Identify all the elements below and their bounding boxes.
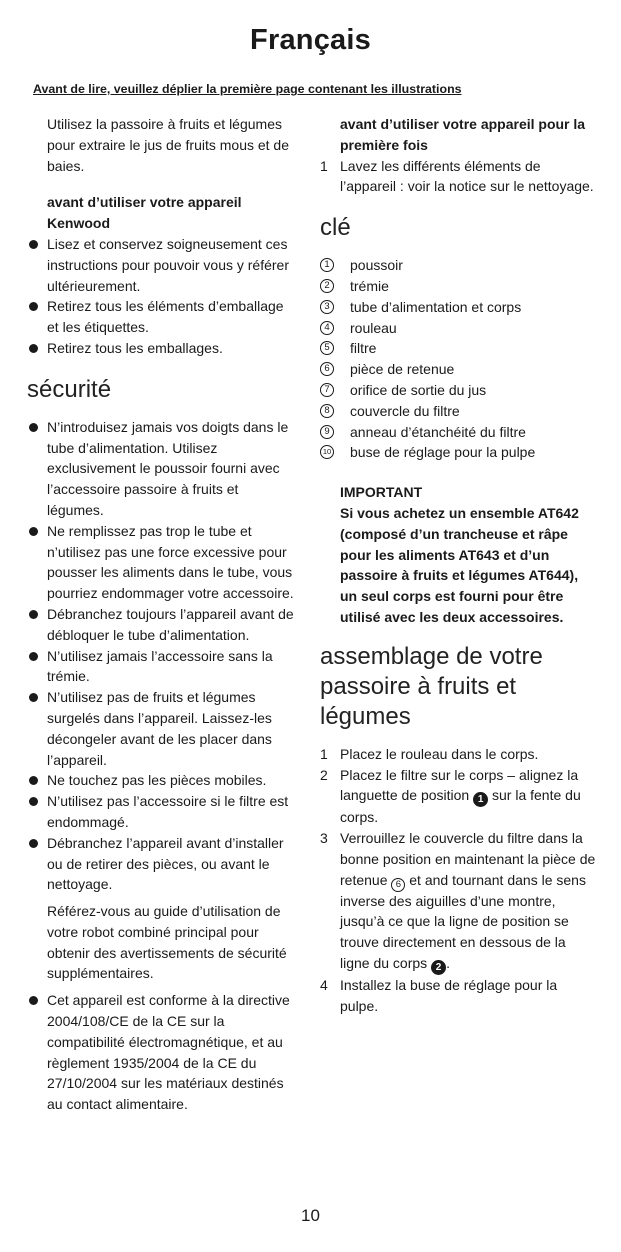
key-item	[320, 338, 596, 359]
step-text-end: .	[446, 954, 450, 971]
step-text: Installez la buse de réglage pour la pulpe.	[340, 976, 558, 1014]
step-text: Placez le filtre sur le corps – alignez la languette de position	[340, 766, 579, 804]
conformity-list	[27, 990, 299, 1115]
key-label: filtre	[350, 340, 377, 357]
key-label: pièce de retenue	[350, 361, 455, 378]
important-text: Si vous achetez un ensemble AT642 (composé d’un trancheuse et râpe pour les aliments AT643 et d’un passoire à fruits et légumes AT644), un seul corps est fourni pour être utilisé avec les deux accessoires.	[340, 504, 579, 625]
step-number: 3	[320, 830, 328, 847]
step-text: et and tournant dans le sens inverse des aiguilles d’une montre, jusqu’à ce que la ligne de position se trouve directement en dessous de la ligne du corps	[340, 871, 586, 971]
number-badge: 8	[320, 404, 334, 418]
assembly-steps	[320, 744, 596, 1017]
list-item: Retirez tous les emballages.	[27, 338, 299, 359]
number-badge: 1	[320, 258, 334, 272]
key-item	[320, 401, 596, 422]
first-use-heading: avant d’utiliser votre appareil pour la première fois	[340, 116, 586, 153]
important-title: IMPORTANT	[340, 484, 423, 501]
safety-list	[27, 417, 299, 895]
page-title: Français	[250, 24, 371, 56]
safety-heading: sécurité	[27, 375, 112, 403]
key-label: anneau d’étanchéité du filtre	[350, 423, 526, 440]
list-item: N’utilisez jamais l’accessoire sans la trémie.	[27, 646, 299, 688]
number-badge: 3	[320, 300, 334, 314]
figure-2-badge: 2	[431, 960, 446, 975]
key-label: tube d’alimentation et corps	[350, 298, 522, 315]
before-use-heading: avant d’utiliser votre appareil Kenwood	[47, 194, 242, 232]
list-item: Lisez et conservez soigneusement ces instructions pour pouvoir vous y référer ultérieurement.	[27, 234, 299, 296]
step-text: sur la fente du corps.	[340, 787, 581, 826]
first-use-list	[320, 156, 596, 198]
key-item	[320, 297, 596, 318]
step-number: 4	[320, 976, 328, 993]
key-label: poussoir	[350, 257, 403, 274]
step-number: 1	[320, 157, 328, 174]
number-badge: 5	[320, 341, 334, 355]
number-badge: 2	[320, 279, 334, 293]
key-item	[320, 318, 596, 339]
step-text: Placez le rouleau dans le corps.	[340, 745, 539, 762]
key-label: rouleau	[350, 319, 397, 336]
key-item	[320, 359, 596, 380]
key-label: orifice de sortie du jus	[350, 381, 487, 398]
number-badge: 6	[320, 362, 334, 376]
safety-note: Référez-vous au guide d’utilisation de votre robot combiné principal pour obtenir des avertissements de sécurité supplémentaires.	[47, 903, 287, 982]
parts-key-list	[320, 255, 596, 463]
key-item	[320, 422, 596, 443]
key-item	[320, 276, 596, 297]
key-item	[320, 442, 596, 463]
list-item	[320, 156, 596, 198]
important-notice	[320, 482, 596, 628]
unfold-instruction: Avant de lire, veuillez déplier la première page contenant les illustrations	[33, 82, 462, 96]
key-item	[320, 255, 596, 276]
key-label: couvercle du filtre	[350, 402, 460, 419]
list-item: Ne touchez pas les pièces mobiles.	[27, 770, 299, 791]
intro-paragraph: Utilisez la passoire à fruits et légumes pour extraire le jus de fruits mous et de baies.	[47, 116, 290, 174]
list-item: N’utilisez pas de fruits et légumes surgelés dans l’appareil. Laissez-les décongeler avant de les placer dans l’appareil.	[27, 687, 299, 770]
key-label: trémie	[350, 277, 389, 294]
page-number: 10	[301, 1206, 320, 1225]
list-item: Cet appareil est conforme à la directive 2004/108/CE de la CE sur la compatibilité électromagnétique, et au règlement 1935/2004 de la CE du 27/10/2004 sur les matériaux destinés au contact alimentaire.	[27, 990, 299, 1115]
step-text: Verrouillez le couvercle du filtre dans la bonne position en maintenant la pièce de retenue	[340, 830, 596, 888]
figure-1-badge: 1	[473, 792, 488, 807]
list-item: N’introduisez jamais vos doigts dans le tube d’alimentation. Utilisez exclusivement le poussoir fourni avec l’accessoire passoire à fruits et légumes.	[27, 417, 299, 521]
key-heading: clé	[320, 214, 351, 242]
list-item: Débranchez l’appareil avant d’installer ou de retirer des pièces, ou avant le nettoyage.	[27, 833, 299, 895]
left-column	[27, 114, 299, 1115]
step-text: Lavez les différents éléments de l’appareil : voir la notice sur le nettoyage.	[340, 157, 594, 195]
list-item: N’utilisez pas l’accessoire si le filtre est endommagé.	[27, 791, 299, 833]
step-number: 1	[320, 745, 328, 762]
number-badge: 7	[320, 383, 334, 397]
list-item	[320, 765, 596, 829]
key-item	[320, 380, 596, 401]
list-item	[320, 828, 596, 975]
before-use-list	[27, 234, 299, 359]
key-label: buse de réglage pour la pulpe	[350, 444, 536, 461]
number-badge: 9	[320, 425, 334, 439]
list-item: Ne remplissez pas trop le tube et n’utilisez pas une force excessive pour pousser les aliments dans le tube, vous pourriez endommager votre accessoire.	[27, 521, 299, 604]
part-6-badge: 6	[391, 878, 405, 892]
number-badge: 4	[320, 321, 334, 335]
step-number: 2	[320, 766, 328, 783]
right-column	[320, 114, 596, 1017]
number-badge: 10	[320, 445, 334, 459]
list-item	[320, 744, 596, 765]
assembly-heading: assemblage de votre passoire à fruits et légumes	[320, 642, 543, 730]
list-item: Débranchez toujours l’appareil avant de débloquer le tube d’alimentation.	[27, 604, 299, 646]
list-item	[320, 975, 596, 1017]
list-item: Retirez tous les éléments d’emballage et les étiquettes.	[27, 296, 299, 338]
